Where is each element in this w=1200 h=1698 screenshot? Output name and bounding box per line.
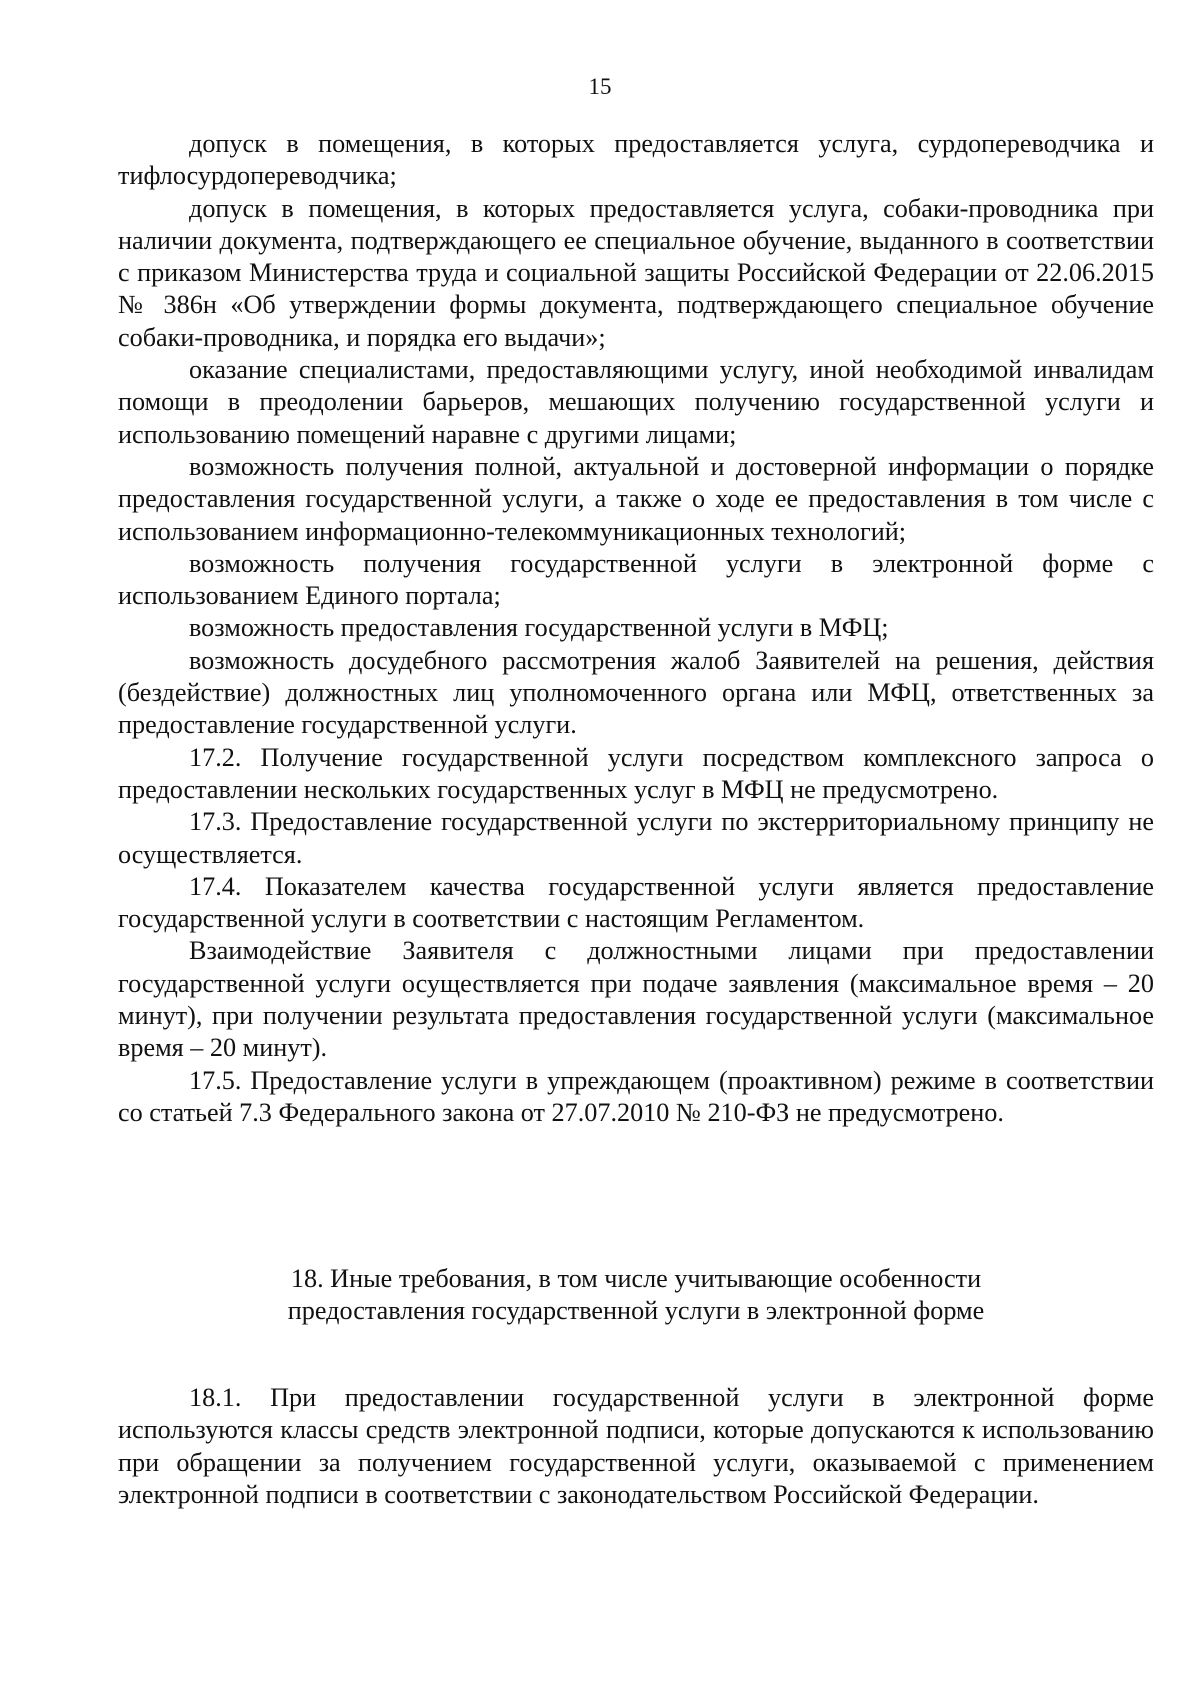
paragraph-guide-dog: допуск в помещения, в которых предоставляется услуга, собаки-проводника при наличии документа, подтверждающего ее специальное обучение, выданного в соответствии с приказом Министерства труда и социальной защиты Российской Федерации от 22.06.2015 № 386н «Об утверждении формы документа, подтверждающего специальное обучение собаки-проводника, и порядка его выдачи»; [118, 193, 1154, 352]
paragraph-17-4: 17.4. Показателем качества государственной услуги является предоставление государственной услуги в соответствии с настоящим Регламентом. [118, 871, 1154, 934]
paragraph-17-5: 17.5. Предоставление услуги в упреждающем (проактивном) режиме в соответствии со статьей 7.3 Федерального закона от 27.07.2010 № 210-ФЗ не предусмотрено. [118, 1065, 1154, 1127]
paragraph-18-1: 18.1. При предоставлении государственной услуги в электронной форме используются классы средств электронной подписи, которые допускаются к использованию при обращении за получением государственной услуги, оказываемой с применением электронной подписи в соответствии с законодательством Российской Федерации. [118, 1383, 1154, 1509]
paragraph-17-2: 17.2. Получение государственной услуги посредством комплексного запроса о предоставлении нескольких государственных услуг в МФЦ не предусмотрено. [118, 742, 1154, 804]
section-17-body [118, 128, 1154, 1129]
section-18-heading [118, 1263, 1154, 1328]
paragraph-sign-language-interpreter: допуск в помещения, в которых предоставляется услуга, сурдопереводчика и тифлосурдопереводчика; [118, 129, 1154, 191]
paragraph-17-3: 17.3. Предоставление государственной услуги по экстерриториальному принципу не осуществляется. [118, 807, 1154, 869]
page-number: 15 [588, 74, 612, 99]
heading-line-2: предоставления государственной услуги в электронной форме [287, 1296, 985, 1326]
paragraph-mfc-service: возможность предоставления государственной услуги в МФЦ; [189, 613, 889, 643]
paragraph-information-access: возможность получения полной, актуальной и достоверной информации о порядке предоставления государственной услуги, а также о ходе ее предоставления в том числе с использованием информационно-телекоммуникационных технологий; [118, 451, 1154, 546]
paragraph-specialist-assistance: оказание специалистами, предоставляющими услугу, иной необходимой инвалидам помощи в преодолении барьеров, мешающих получению государственной услуги и использованию помещений наравне с другими лицами; [118, 355, 1154, 449]
heading-line-1: 18. Иные требования, в том числе учитывающие особенности [290, 1264, 982, 1293]
paragraph-pretrial-appeal: возможность досудебного рассмотрения жалоб Заявителей на решения, действия (бездействие) должностных лиц уполномоченного органа или МФЦ, ответственных за предоставление государственной услуги. [118, 645, 1154, 740]
paragraph-electronic-form: возможность получения государственной услуги в электронной форме с использованием Единого портала; [118, 548, 1154, 611]
paragraph-interaction-time: Взаимодействие Заявителя с должностными лицами при предоставлении государственной услуги осуществляется при подаче заявления (максимальное время – 20 минут), при получении результата предоставления государственной услуги (максимальное время – 20 минут). [118, 936, 1154, 1063]
section-18-body [118, 1382, 1154, 1511]
